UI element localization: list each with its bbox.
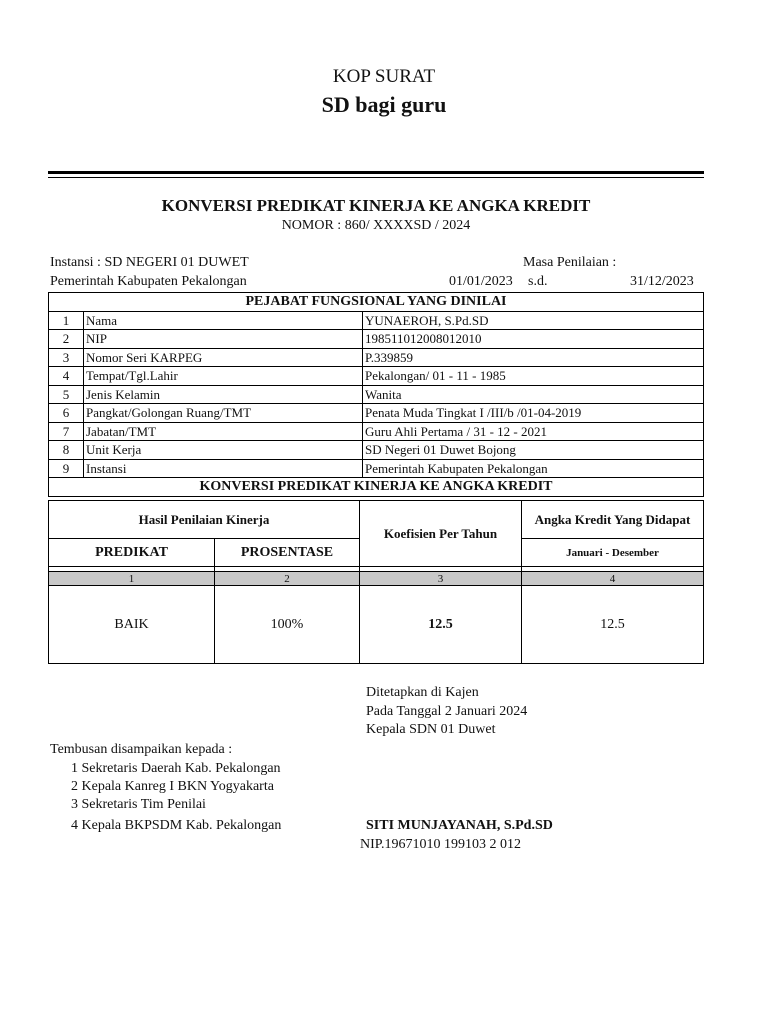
pemerintah-line: Pemerintah Kabupaten Pekalongan <box>50 274 247 289</box>
tembusan-item: 4 Kepala BKPSDM Kab. Pekalongan <box>71 818 282 833</box>
table-row: 9 Instansi Pemerintah Kabupaten Pekalongan <box>49 459 704 478</box>
row-value: Pekalongan/ 01 - 11 - 1985 <box>363 367 704 386</box>
header-rule-thick <box>48 171 704 174</box>
ditetapkan-line: Ditetapkan di Kajen <box>366 685 479 700</box>
row-value: Guru Ahli Pertama / 31 - 12 - 2021 <box>363 422 704 441</box>
tembusan-item: 2 Kepala Kanreg I BKN Yogyakarta <box>71 779 274 794</box>
column-number: 4 <box>522 572 704 586</box>
angka-kredit-value: 12.5 <box>522 586 704 664</box>
table-row: 8 Unit Kerja SD Negeri 01 Duwet Bojong <box>49 441 704 460</box>
masa-penilaian-label: Masa Penilaian : <box>523 255 617 270</box>
row-label: Pangkat/Golongan Ruang/TMT <box>84 404 363 423</box>
instansi-line: Instansi : SD NEGERI 01 DUWET <box>50 255 249 270</box>
koefisien-header: Koefisien Per Tahun <box>360 501 522 567</box>
signatory-name: SITI MUNJAYANAH, S.Pd.SD <box>366 818 553 833</box>
masa-end: 31/12/2023 <box>630 274 694 289</box>
header-rule-thin <box>48 177 704 178</box>
row-value: Penata Muda Tingkat I /III/b /01-04-2019 <box>363 404 704 423</box>
tembusan-item: 1 Sekretaris Daerah Kab. Pekalongan <box>71 761 281 776</box>
row-value: 198511012008012010 <box>363 330 704 349</box>
hasil-penilaian-header: Hasil Penilaian Kinerja <box>49 501 360 539</box>
school-name: SD bagi guru <box>321 92 447 117</box>
predikat-header: PREDIKAT <box>49 539 215 567</box>
row-label: Nama <box>84 311 363 330</box>
document-number: NOMOR : 860/ XXXXSD / 2024 <box>281 218 471 233</box>
konversi-table <box>48 500 704 664</box>
table-row: 1 Nama YUNAEROH, S.Pd.SD <box>49 311 704 330</box>
masa-sd: s.d. <box>528 274 548 289</box>
row-label: Instansi <box>84 459 363 478</box>
angka-kredit-header: Angka Kredit Yang Didapat <box>522 501 704 539</box>
periode-header: Januari - Desember <box>522 539 704 567</box>
row-value: SD Negeri 01 Duwet Bojong <box>363 441 704 460</box>
row-value: YUNAEROH, S.Pd.SD <box>363 311 704 330</box>
masa-start: 01/01/2023 <box>449 274 513 289</box>
table-row: 7 Jabatan/TMT Guru Ahli Pertama / 31 - 12 - 2021 <box>49 422 704 441</box>
row-label: Nomor Seri KARPEG <box>84 348 363 367</box>
row-label: Jabatan/TMT <box>84 422 363 441</box>
section-title-pejabat: PEJABAT FUNGSIONAL YANG DINILAI <box>49 293 704 312</box>
koefisien-value: 12.5 <box>360 586 522 664</box>
tembusan-title: Tembusan disampaikan kepada : <box>50 742 233 757</box>
column-number: 2 <box>215 572 360 586</box>
document-title: KONVERSI PREDIKAT KINERJA KE ANGKA KREDIT <box>161 196 591 215</box>
table-row: 2 NIP 198511012008012010 <box>49 330 704 349</box>
prosentase-value: 100% <box>215 586 360 664</box>
tanggal-line: Pada Tanggal 2 Januari 2024 <box>366 704 528 719</box>
table-row: 6 Pangkat/Golongan Ruang/TMT Penata Muda Tingkat I /III/b /01-04-2019 <box>49 404 704 423</box>
row-label: NIP <box>84 330 363 349</box>
table-row: 4 Tempat/Tgl.Lahir Pekalongan/ 01 - 11 - 1985 <box>49 367 704 386</box>
table-row: 3 Nomor Seri KARPEG P.339859 <box>49 348 704 367</box>
table-row: 5 Jenis Kelamin Wanita <box>49 385 704 404</box>
prosentase-header: PROSENTASE <box>215 539 360 567</box>
tembusan-item: 3 Sekretaris Tim Penilai <box>71 797 206 812</box>
kepala-jabatan: Kepala SDN 01 Duwet <box>366 722 496 737</box>
row-label: Tempat/Tgl.Lahir <box>84 367 363 386</box>
predikat-value: BAIK <box>49 586 215 664</box>
pejabat-table <box>48 292 704 497</box>
row-value: Wanita <box>363 385 704 404</box>
row-value: P.339859 <box>363 348 704 367</box>
row-label: Jenis Kelamin <box>84 385 363 404</box>
column-number: 3 <box>360 572 522 586</box>
column-number: 1 <box>49 572 215 586</box>
kop-surat-label: KOP SURAT <box>332 66 436 87</box>
signatory-nip: NIP.19671010 199103 2 012 <box>360 837 522 852</box>
row-label: Unit Kerja <box>84 441 363 460</box>
section-title-konversi: KONVERSI PREDIKAT KINERJA KE ANGKA KREDIT <box>49 478 704 497</box>
row-value: Pemerintah Kabupaten Pekalongan <box>363 459 704 478</box>
